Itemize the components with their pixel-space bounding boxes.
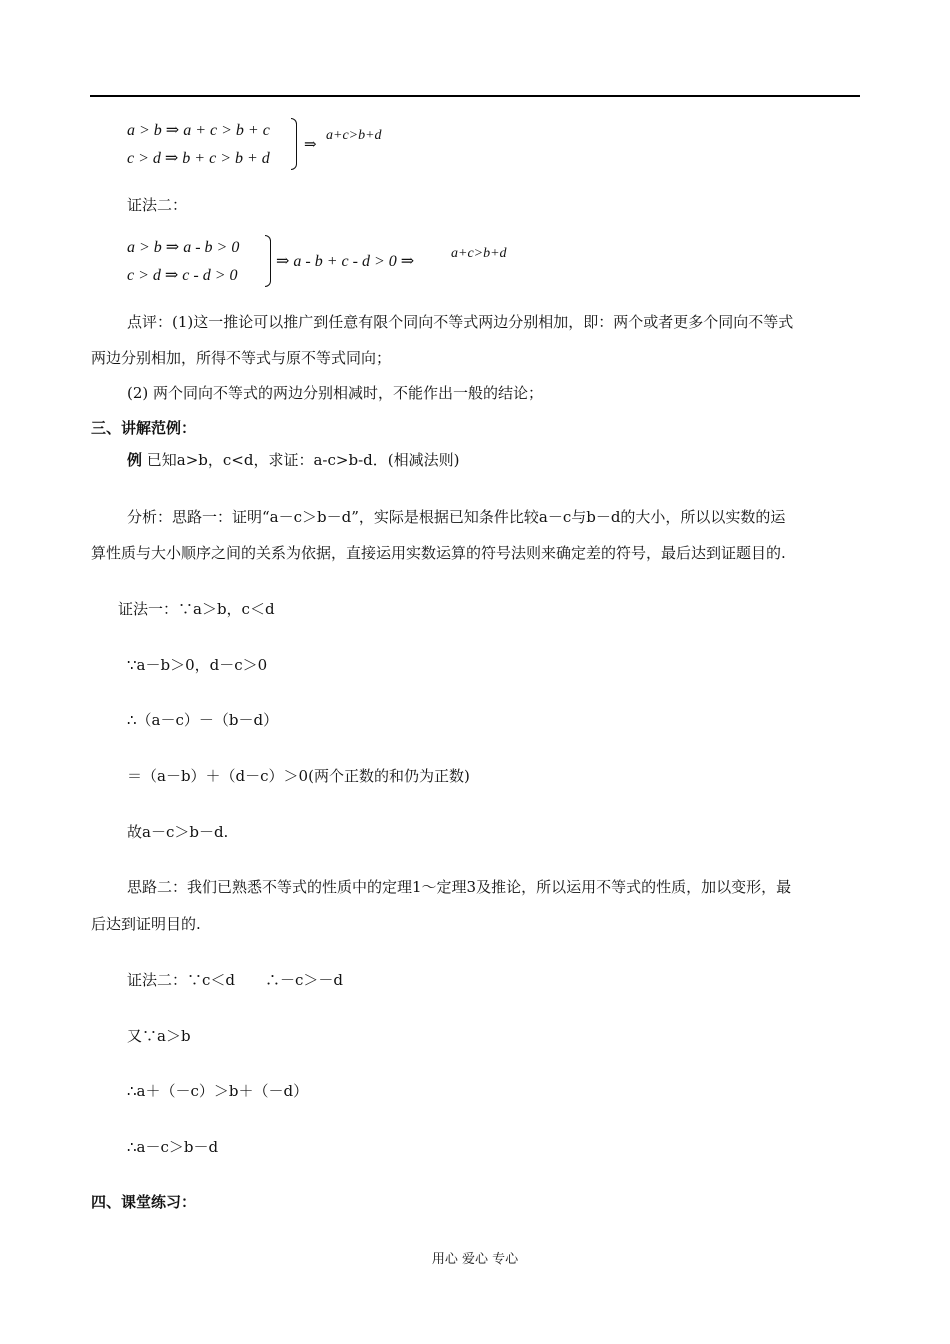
proof1-arrow: ⇒ xyxy=(304,135,317,153)
proof2-conclusion: a+c>b+d xyxy=(451,246,507,261)
method2-label: 证法二： xyxy=(127,196,188,214)
proof2-line1: a > b ⇒ a - b > 0 xyxy=(127,239,240,256)
header-rule xyxy=(90,95,860,97)
idea2-line1: 思路二：我们已熟悉不等式的性质中的定理1～定理3及推论，所以运用不等式的性质，加以变形，最 xyxy=(127,878,792,896)
proof2-brace xyxy=(265,235,271,287)
proofa-line3: ∴（a－c）－（b－d） xyxy=(127,711,279,729)
proofb-line4: ∴a－c＞b－d xyxy=(127,1138,219,1156)
proofa-line4: ＝（a－b）＋（d－c）＞0(两个正数的和仍为正数) xyxy=(127,767,470,785)
comment-line2: 两边分别相加，所得不等式与原不等式同向； xyxy=(91,349,392,367)
page-footer: 用心 爱心 专心 xyxy=(431,1252,519,1267)
proof1-conclusion: a+c>b+d xyxy=(326,128,382,143)
proof1-line2: c > d ⇒ b + c > b + d xyxy=(127,150,270,167)
proof2-result: ⇒ a - b + c - d > 0 ⇒ xyxy=(276,253,415,270)
analysis-line2: 算性质与大小顺序之间的关系为依据，直接运用实数运算的符号法则来确定差的符号，最后达到证题目的. xyxy=(91,544,786,562)
section3-heading: 三、讲解范例： xyxy=(91,419,197,437)
proof1-brace xyxy=(291,118,297,170)
proof1-line1: a > b ⇒ a + c > b + c xyxy=(127,122,270,139)
example-label: 例 xyxy=(127,451,143,469)
proofb-line1: 证法二：∵c＜d ∴－c＞－d xyxy=(127,971,344,989)
section4-heading: 四、课堂练习： xyxy=(91,1193,197,1211)
analysis-line1: 分析：思路一：证明“a－c＞b－d”，实际是根据已知条件比较a－c与b－d的大小，所以以实数的运 xyxy=(127,508,786,526)
example-text: 已知a>b，c<d，求证：a-c>b-d．(相减法则) xyxy=(146,451,460,469)
proofb-line2: 又∵a＞b xyxy=(127,1027,191,1045)
proof2-line2: c > d ⇒ c - d > 0 xyxy=(127,267,238,284)
proofa-line1: 证法一：∵a＞b，c＜d xyxy=(118,600,275,618)
proofa-line5: 故a－c＞b－d. xyxy=(127,823,229,841)
idea2-line2: 后达到证明目的. xyxy=(91,915,201,933)
example-line xyxy=(127,450,459,470)
comment-line1: 点评：(1)这一推论可以推广到任意有限个同向不等式两边分别相加，即：两个或者更多个同向不等式 xyxy=(127,313,794,331)
comment-line3: (2) 两个同向不等式的两边分别相减时，不能作出一般的结论； xyxy=(127,384,544,402)
proofb-line3: ∴a＋（－c）＞b＋（－d） xyxy=(127,1082,309,1100)
proofa-line2: ∵a－b＞0，d－c＞0 xyxy=(127,656,268,674)
